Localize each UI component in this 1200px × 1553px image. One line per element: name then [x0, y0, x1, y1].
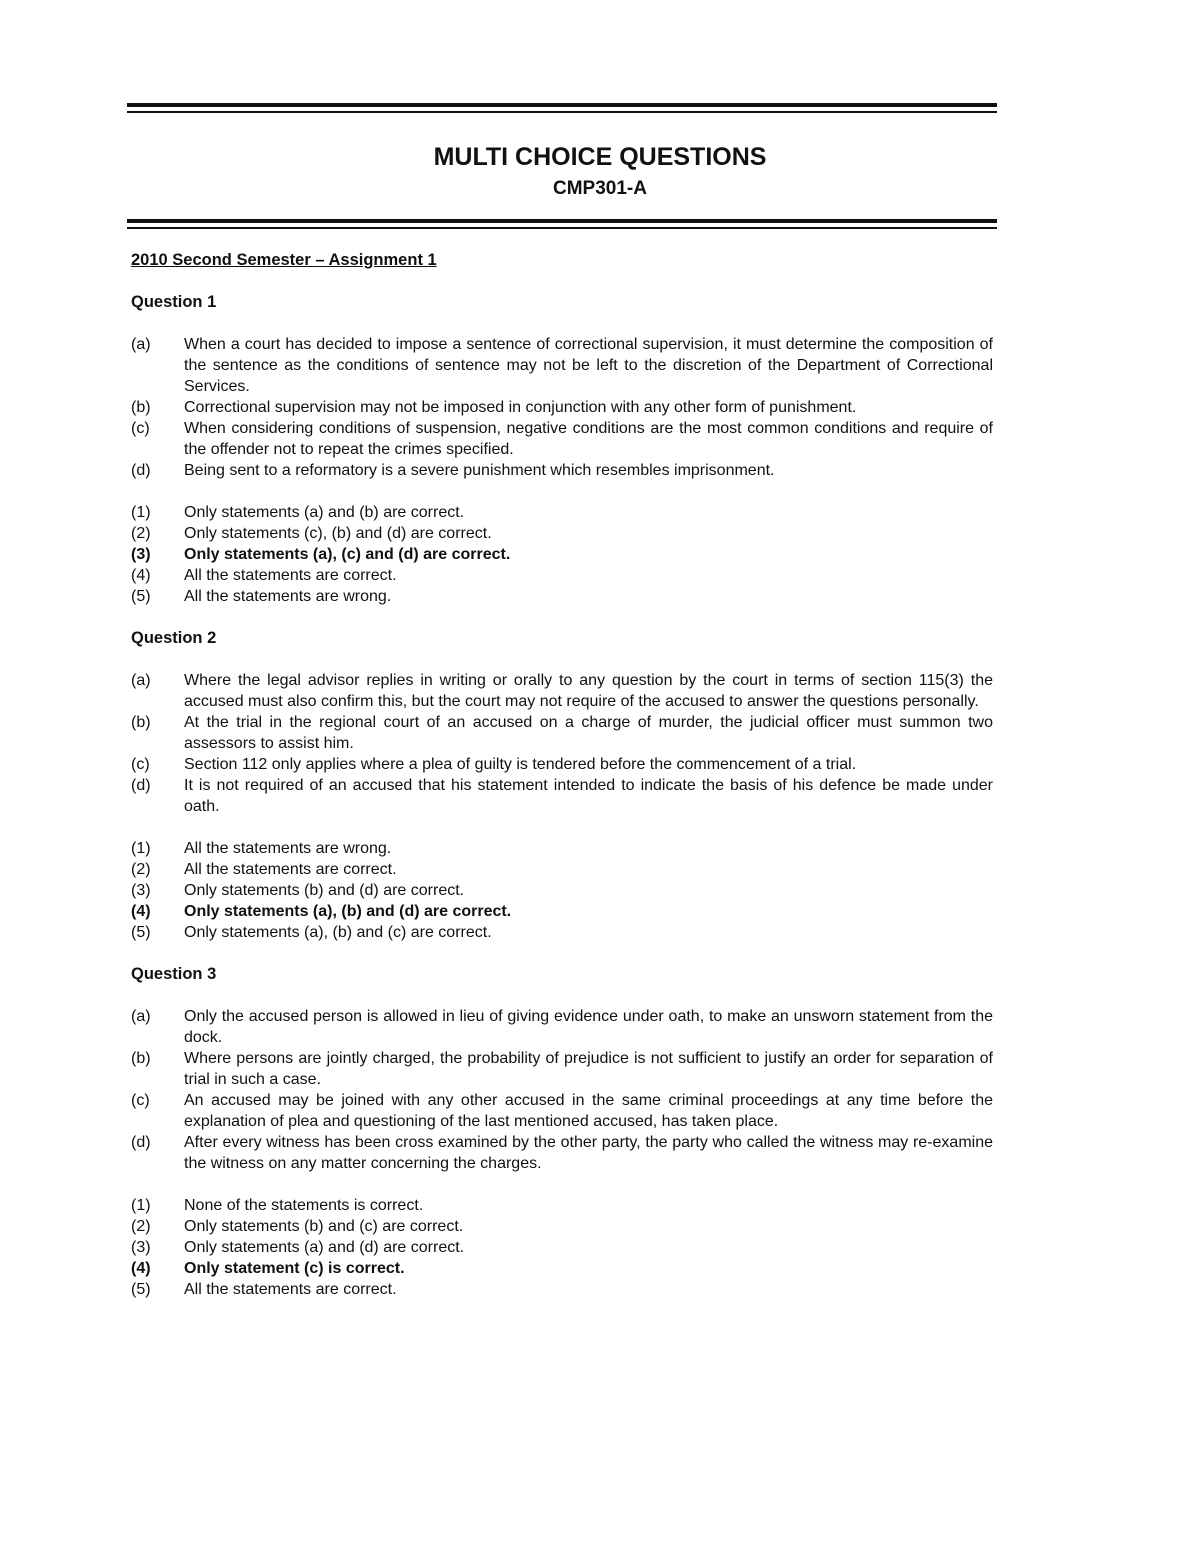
option-4-answer: [131, 1258, 993, 1279]
option-1: [131, 502, 993, 523]
top-rule-thick: [127, 103, 997, 107]
statement-text: Where persons are jointly charged, the probability of prejudice is not sufficient to justify an order for separation of trial in such a case.: [184, 1050, 993, 1088]
option-2: [131, 1216, 993, 1237]
top-rule-thin: [127, 111, 997, 113]
statement-c: [131, 754, 993, 775]
option-text: Only statements (b) and (d) are correct.: [184, 882, 465, 899]
option-text: All the statements are wrong.: [184, 588, 392, 605]
statement-a: [131, 334, 993, 397]
option-label: (4): [131, 1260, 151, 1277]
option-label: (1): [131, 840, 151, 857]
question-heading: Question 1: [131, 293, 217, 311]
statement-a: [131, 670, 993, 712]
option-label: (2): [131, 1218, 151, 1235]
statement-list: [131, 1006, 993, 1174]
question-3: [131, 964, 993, 1300]
questions-container: [131, 292, 993, 1300]
statement-text: When considering conditions of suspension, negative conditions are the most common conditions and require of the offender not to repeat the crimes specified.: [184, 420, 993, 458]
course-code: CMP301-A: [553, 178, 647, 199]
statement-text: An accused may be joined with any other accused in the same criminal proceedings at any time before the explanation of plea and questioning of the last mentioned accused, has taken place.: [184, 1092, 993, 1130]
option-3: [131, 1237, 993, 1258]
statement-label: (b): [131, 714, 151, 731]
statement-c: [131, 418, 993, 460]
statement-label: (c): [131, 420, 150, 437]
statement-text: Section 112 only applies where a plea of guilty is tendered before the commencement of a trial.: [184, 756, 857, 773]
option-text: Only statements (a), (b) and (d) are correct.: [184, 903, 512, 920]
statement-d: [131, 775, 993, 817]
semester-heading: 2010 Second Semester – Assignment 1: [131, 251, 437, 269]
option-label: (3): [131, 882, 151, 899]
option-label: (5): [131, 588, 151, 605]
option-label: (3): [131, 546, 151, 563]
statement-label: (a): [131, 336, 151, 353]
option-label: (1): [131, 504, 151, 521]
option-1: [131, 838, 993, 859]
statement-text: When a court has decided to impose a sentence of correctional supervision, it must determine the composition of the sentence as the conditions of sentence may not be left to the discretion of the Department of Correctional Services.: [184, 336, 993, 395]
option-4-answer: [131, 901, 993, 922]
option-1: [131, 1195, 993, 1216]
statement-text: Only the accused person is allowed in lieu of giving evidence under oath, to make an unsworn statement from the dock.: [184, 1008, 993, 1046]
document-title: MULTI CHOICE QUESTIONS: [433, 143, 767, 171]
option-text: Only statements (a) and (b) are correct.: [184, 504, 465, 521]
option-text: Only statements (a), (c) and (d) are correct.: [184, 546, 511, 563]
option-label: (2): [131, 861, 151, 878]
statement-label: (d): [131, 777, 151, 794]
bottom-rule-thin: [127, 227, 997, 229]
option-label: (5): [131, 1281, 151, 1298]
statement-label: (b): [131, 1050, 151, 1067]
option-text: Only statements (b) and (c) are correct.: [184, 1218, 464, 1235]
statement-text: Where the legal advisor replies in writing or orally to any question by the court in terms of section 115(3) the accused must also confirm this, but the court may not require of the accused to answer the questions personally.: [184, 672, 993, 710]
option-text: Only statements (a), (b) and (c) are correct.: [184, 924, 492, 941]
statement-a: [131, 1006, 993, 1048]
statement-d: [131, 1132, 993, 1174]
question-2: [131, 628, 993, 964]
option-text: None of the statements is correct.: [184, 1197, 424, 1214]
option-text: All the statements are correct.: [184, 1281, 397, 1298]
option-label: (5): [131, 924, 151, 941]
statement-c: [131, 1090, 993, 1132]
option-label: (3): [131, 1239, 151, 1256]
option-text: All the statements are correct.: [184, 861, 397, 878]
statement-label: (d): [131, 1134, 151, 1151]
statement-text: Being sent to a reformatory is a severe punishment which resembles imprisonment.: [184, 462, 775, 479]
option-5: [131, 922, 993, 943]
statement-text: After every witness has been cross examined by the other party, the party who called the witness may re-examine the witness on any matter concerning the charges.: [184, 1134, 993, 1172]
option-list: [131, 1195, 993, 1300]
option-4: [131, 565, 993, 586]
statement-list: [131, 670, 993, 817]
option-label: (2): [131, 525, 151, 542]
statement-label: (c): [131, 1092, 150, 1109]
statement-b: [131, 397, 993, 418]
statement-text: It is not required of an accused that his statement intended to indicate the basis of his defence be made under oath.: [184, 777, 993, 815]
statement-d: [131, 460, 993, 481]
statement-text: Correctional supervision may not be imposed in conjunction with any other form of punishment.: [184, 399, 857, 416]
option-text: All the statements are wrong.: [184, 840, 392, 857]
question-heading: Question 2: [131, 629, 217, 647]
option-label: (4): [131, 567, 151, 584]
option-text: All the statements are correct.: [184, 567, 397, 584]
statement-b: [131, 712, 993, 754]
statement-label: (a): [131, 672, 151, 689]
option-2: [131, 859, 993, 880]
option-text: Only statements (a) and (d) are correct.: [184, 1239, 465, 1256]
option-label: (1): [131, 1197, 151, 1214]
option-2: [131, 523, 993, 544]
option-list: [131, 838, 993, 943]
option-5: [131, 1279, 993, 1300]
statement-label: (a): [131, 1008, 151, 1025]
option-label: (4): [131, 903, 151, 920]
statement-list: [131, 334, 993, 481]
option-text: Only statements (c), (b) and (d) are correct.: [184, 525, 492, 542]
option-3: [131, 880, 993, 901]
option-5: [131, 586, 993, 607]
question-1: [131, 292, 993, 628]
question-heading: Question 3: [131, 965, 217, 983]
option-list: [131, 502, 993, 607]
bottom-rule-thick: [127, 219, 997, 223]
statement-label: (b): [131, 399, 151, 416]
statement-b: [131, 1048, 993, 1090]
statement-text: At the trial in the regional court of an accused on a charge of murder, the judicial officer must summon two assessors to assist him.: [184, 714, 993, 752]
option-text: Only statement (c) is correct.: [184, 1260, 405, 1277]
statement-label: (c): [131, 756, 150, 773]
option-3-answer: [131, 544, 993, 565]
statement-label: (d): [131, 462, 151, 479]
